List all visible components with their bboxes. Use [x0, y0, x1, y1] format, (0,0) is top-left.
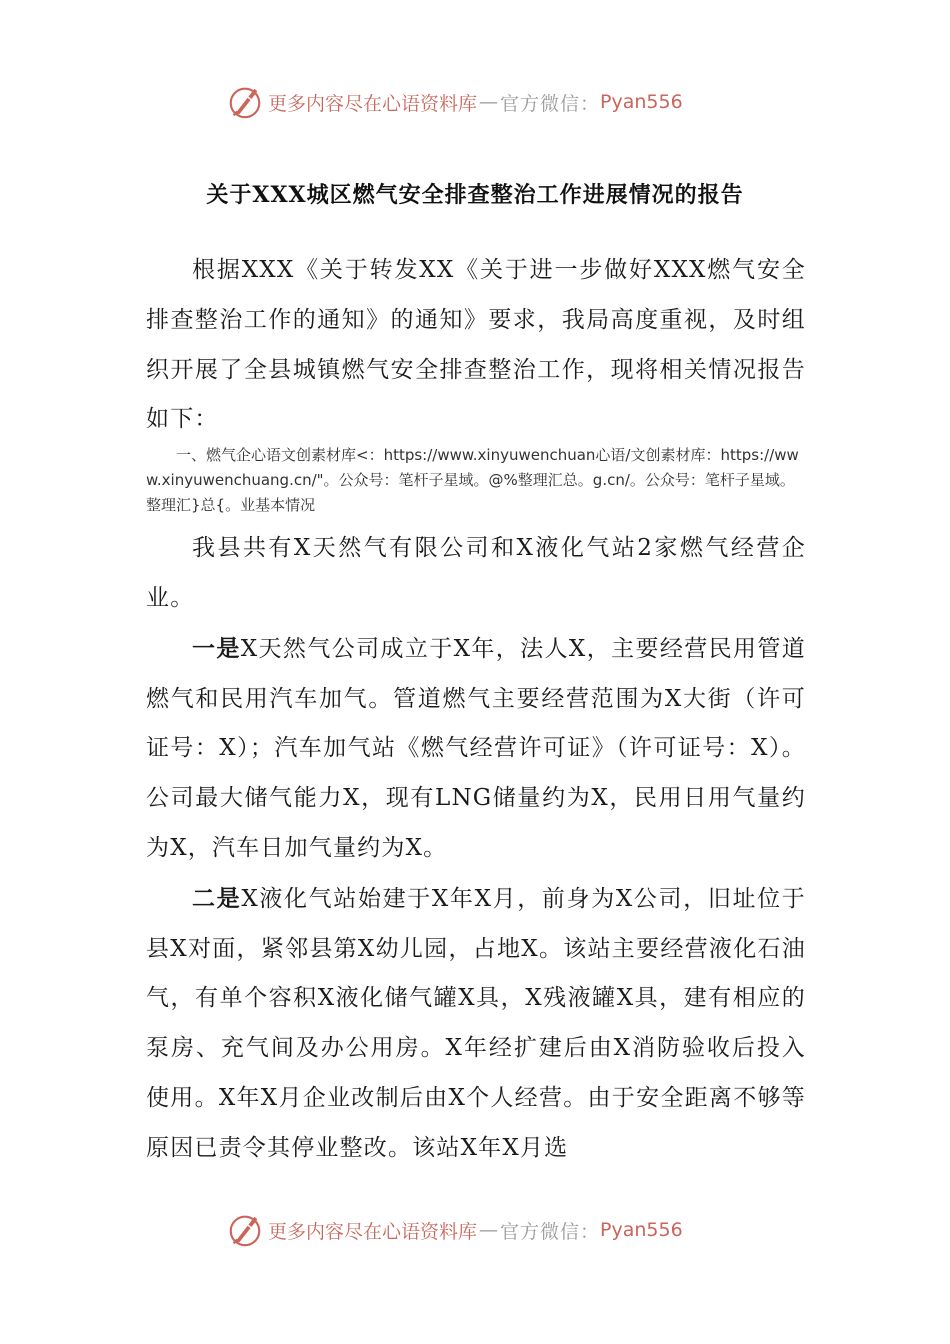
banner-promo-text: 更多内容尽在心语资料库 [268, 92, 478, 115]
watermark-noise-line: 一、燃气企心语文创素材库<：https://www.xinyuwenchuan心语/文创素材库：https://www.xinyuwenchuang.cn/"。公众号：笔杆子星域。@%整理汇总。g.cn/。公众号：笔杆子星域。整理汇}总{。业基本情况 [146, 446, 799, 515]
footer-banner [226, 1208, 683, 1252]
banner-dash: — [479, 91, 499, 113]
banner-dash: — [479, 1219, 499, 1241]
quill-pen-logo-icon [226, 83, 264, 121]
point-one-lead: 一是 [192, 634, 241, 662]
banner-official-label: 官方微信： [500, 92, 601, 115]
banner-promo-text: 更多内容尽在心语资料库 [268, 1220, 478, 1243]
document-title: 关于XXX城区燃气安全排查整治工作进展情况的报告 [206, 182, 744, 208]
banner-wechat-id: Pyan556 [600, 1219, 683, 1241]
lpg-station-text: X液化气站始建于X年X月，前身为X公司，旧址位于县X对面，紧邻县第X幼儿园，占地X。该站主要经营液化石油气，有单个容积X液化储气罐X具，X残液罐X具，建有相应的泵房、充气间及办公用房。X年经扩建后由X消防验收后投入使用。X年X月企业改制后由X个人经营。由于安全距离不够等原因已责令其停业整改。该站X年X月选 [146, 885, 807, 1161]
gas-company-paragraph [146, 624, 806, 874]
header-banner [226, 80, 683, 124]
quill-pen-logo-icon [226, 1211, 264, 1249]
enterprise-count-paragraph: 我县共有X天然气有限公司和X液化气站2家燃气经营企业。 [146, 535, 806, 611]
point-two-lead: 二是 [192, 884, 242, 912]
gas-company-text: X天然气公司成立于X年，法人X，主要经营民用管道燃气和民用汽车加气。管道燃气主要经营范围为X大街（许可证号：X）；汽车加气站《燃气经营许可证》（许可证号：X）。公司最大储气能力X，现有LNG储量约为X，民用日用气量约为X，汽车日加气量约为X。 [146, 635, 806, 861]
banner-wechat-id: Pyan556 [600, 91, 683, 113]
banner-official-label: 官方微信： [500, 1220, 601, 1243]
intro-paragraph: 根据XXX《关于转发XX《关于进一步做好XXX燃气安全排查整治工作的通知》的通知》要求，我局高度重视，及时组织开展了全县城镇燃气安全排查整治工作，现将相关情况报告如下： [146, 257, 806, 433]
lpg-station-paragraph [146, 874, 806, 1174]
document-body [146, 246, 806, 1174]
